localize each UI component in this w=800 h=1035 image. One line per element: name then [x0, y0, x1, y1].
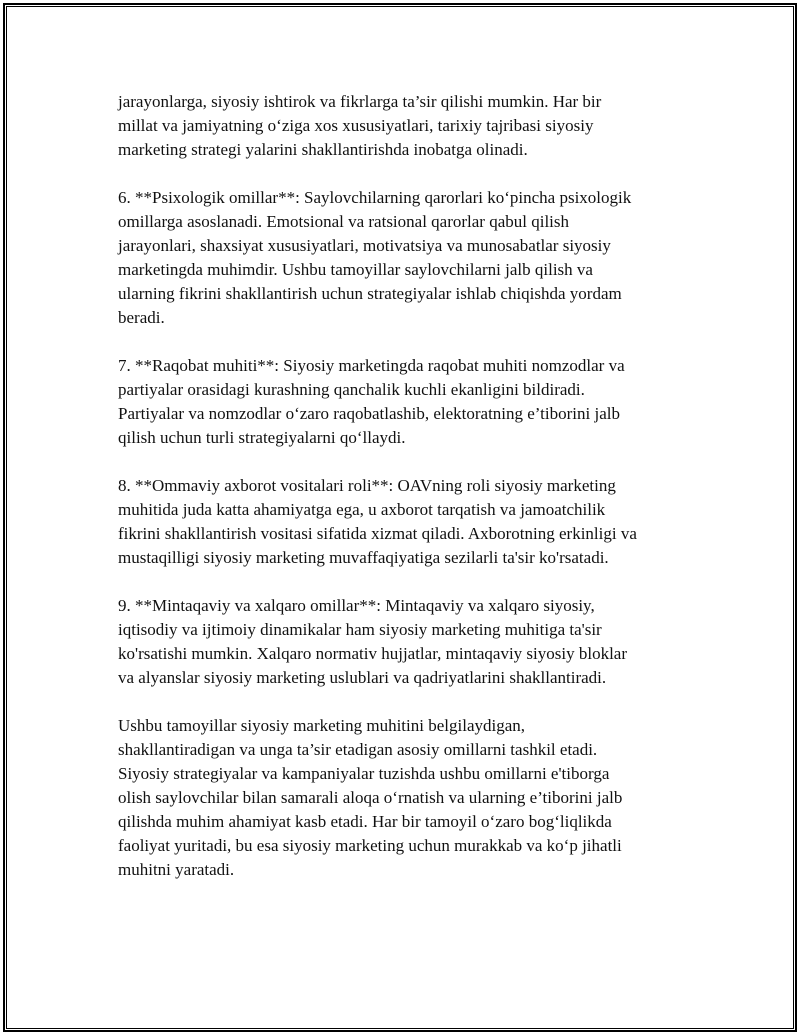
text-line: Ushbu tamoyillar siyosiy marketing muhitini belgilaydigan, — [118, 716, 526, 735]
document-body — [118, 90, 708, 906]
text-line: marketingda muhimdir. Ushbu tamoyillar saylovchilarni jalb qilish va — [118, 260, 593, 279]
text-line: partiyalar orasidagi kurashning qanchalik kuchli ekanligini bildiradi. — [118, 380, 585, 399]
paragraph-item-8 — [118, 474, 708, 570]
text-line: shakllantiradigan va unga ta’sir etadigan asosiy omillarni tashkil etadi. — [118, 740, 598, 759]
text-line: millat va jamiyatning o‘ziga xos xususiyatlari, tarixiy tajribasi siyosiy — [118, 116, 594, 135]
text-line: mustaqilligi siyosiy marketing muvaffaqiyatiga sezilarli ta'sir ko'rsatadi. — [118, 548, 609, 567]
text-line: ularning fikrini shakllantirish uchun strategiyalar ishlab chiqishda yordam — [118, 284, 622, 303]
text-line: va alyanslar siyosiy marketing uslublari va qadriyatlarini shakllantiradi. — [118, 668, 607, 687]
paragraph-item-9 — [118, 594, 708, 690]
text-line: fikrini shakllantirish vositasi sifatida xizmat qiladi. Axborotning erkinligi va — [118, 524, 637, 543]
text-line: faoliyat yuritadi, bu esa siyosiy marketing uchun murakkab va ko‘p jihatli — [118, 836, 622, 855]
text-line: 8. **Ommaviy axborot vositalari roli**: OAVning roli siyosiy marketing — [118, 476, 616, 495]
text-line: jarayonlarga, siyosiy ishtirok va fikrlarga ta’sir qilishi mumkin. Har bir — [118, 92, 602, 111]
paragraph-continuation — [118, 90, 708, 162]
text-line: iqtisodiy va ijtimoiy dinamikalar ham siyosiy marketing muhitiga ta'sir — [118, 620, 602, 639]
paragraph-conclusion — [118, 714, 708, 882]
text-line: qilish uchun turli strategiyalarni qo‘llaydi. — [118, 428, 406, 447]
text-line: muhitida juda katta ahamiyatga ega, u axborot tarqatish va jamoatchilik — [118, 500, 606, 519]
text-line: qilishda muhim ahamiyat kasb etadi. Har bir tamoyil o‘zaro bog‘liqlikda — [118, 812, 612, 831]
paragraph-item-7 — [118, 354, 708, 450]
text-line: olish saylovchilar bilan samarali aloqa o‘rnatish va ularning e’tiborini jalb — [118, 788, 623, 807]
text-line: marketing strategi yalarini shakllantirishda inobatga olinadi. — [118, 140, 528, 159]
text-line: 6. **Psixologik omillar**: Saylovchilarning qarorlari ko‘pincha psixologik — [118, 188, 632, 207]
text-line: beradi. — [118, 308, 165, 327]
page-border — [3, 3, 797, 1032]
text-line: Partiyalar va nomzodlar o‘zaro raqobatlashib, elektoratning e’tiborini jalb — [118, 404, 620, 423]
text-line: jarayonlari, shaxsiyat xususiyatlari, motivatsiya va munosabatlar siyosiy — [118, 236, 611, 255]
text-line: muhitni yaratadi. — [118, 860, 235, 879]
text-line: 9. **Mintaqaviy va xalqaro omillar**: Mintaqaviy va xalqaro siyosiy, — [118, 596, 595, 615]
paragraph-item-6 — [118, 186, 708, 330]
text-line: 7. **Raqobat muhiti**: Siyosiy marketingda raqobat muhiti nomzodlar va — [118, 356, 625, 375]
text-line: omillarga asoslanadi. Emotsional va ratsional qarorlar qabul qilish — [118, 212, 570, 231]
text-line: Siyosiy strategiyalar va kampaniyalar tuzishda ushbu omillarni e'tiborga — [118, 764, 610, 783]
text-line: ko'rsatishi mumkin. Xalqaro normativ hujjatlar, mintaqaviy siyosiy bloklar — [118, 644, 627, 663]
